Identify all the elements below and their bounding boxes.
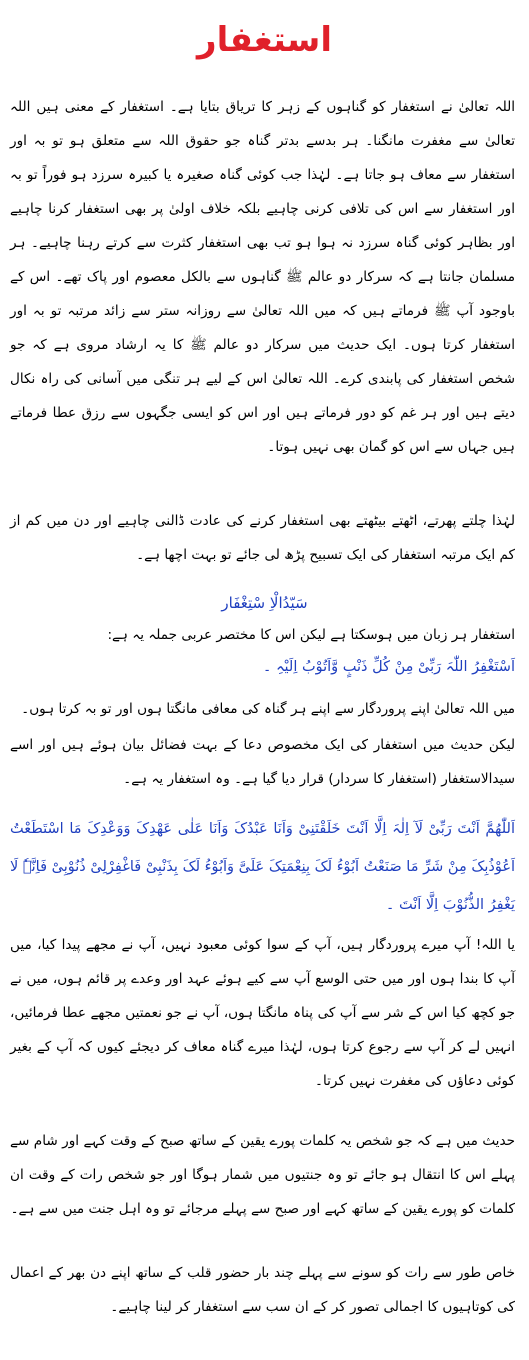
hadith-virtue-paragraph: حدیث میں ہے کہ جو شخص یہ کلمات پورے یقین کے ساتھ صبح کے وقت کہے اور شام سے پہلے اس کا انتقال ہو جائے تو وہ جنتیوں میں شمار ہوگا اور جو شخص رات کے وقت ان کلمات کو پورے یقین کے ساتھ کہے اور صبح سے پہلے مرجائے تو وہ اہل جنت میں سے ہے۔: [10, 1133, 515, 1217]
night-advice-paragraph: خاص طور سے رات کو سونے سے پہلے چند بار حضور قلب کے ساتھ اپنے دن بھر کے اعمال کی کوتاہیوں کا اجمالی تصور کر کے ان سب سے استغفار کر لینا چاہیے۔: [10, 1265, 515, 1315]
advice-paragraph: لہٰذا چلتے پھرتے، اٹھتے بیٹھتے بھی استغفار کرنے کی عادت ڈالنی چاہیے اور دن میں کم از کم ایک مرتبہ استغفار کی ایک تسبیح پڑھ لی جائے تو بہت اچھا ہے۔: [10, 513, 515, 563]
sayyid-ul-istighfar-arabic: اَللّٰھُمَّ اَنْتَ رَبِّیْ لَآ اِلٰہَ اِلَّا اَنْتَ خَلَقْتَنِیْ وَاَنَا عَبْدُکَ وَاَنَا عَلٰی عَھْدِکَ وَوَعْدِکَ مَا اسْتَطَعْتُ اَعُوْذُبِکَ مِنْ شَرِّ مَا صَنَعْتُ اَبُوْءُ لَکَ بِنِعْمَتِکَ عَلَیَّ وَاَبُوْءُ لَکَ بِذَنْبِیْ فَاغْفِرْلِیْ ذُنُوْبِیْ فَاِنَّہٗ لَا یَغْفِرُ الذُّنُوْبَ اِلَّا اَنْتَ ۔: [10, 821, 515, 913]
hadith-intro-paragraph: لیکن حدیث میں استغفار کی ایک مخصوص دعا کے بہت فضائل بیان ہوئے ہیں اور اسے سیدالاستغفار (استغفار کا سردار) قرار دیا گیا ہے۔ وہ استغفار یہ ہے۔: [10, 737, 515, 787]
section-heading: سَیّدُالْاِ سْتِغْفَار: [221, 594, 308, 612]
intro-line: استغفار ہر زبان میں ہوسکتا ہے لیکن اس کا مختصر عربی جملہ یہ ہے:: [107, 627, 515, 643]
short-dua-translation: میں اللہ تعالیٰ اپنے پروردگار سے اپنے ہر گناہ کی معافی مانگتا ہوں اور تو بہ کرتا ہوں۔: [21, 701, 515, 717]
page-title: استغفار: [197, 20, 332, 60]
arabic-short-dua: اَسْتَغْفِرُ اللّٰہَ رَبِّیْ مِنْ کُلِّ ذَنْبٍ وَّاَتُوْبُ اِلَیْہِ ۔: [262, 659, 515, 675]
intro-paragraph: اللہ تعالیٰ نے استغفار کو گناہوں کے زہر کا تریاق بتایا ہے۔ استغفار کے معنی ہیں اللہ تعالیٰ سے مغفرت مانگنا۔ ہر بدسے بدتر گناہ جو حقوق اللہ سے متعلق ہو تو بہ اور استغفار سے معاف ہو جاتا ہے۔ لہٰذا جب کوئی گناہ صغیرہ یا کبیرہ سرزد ہو فوراً تو بہ اور استغفار سے اس کی تلافی کرنی چاہیے بلکہ خلاف اولیٰ پر بھی استغفار کرنا چاہیے اور بظاہر کوئی گناہ سرزد نہ ہوا ہو تب بھی استغفار کثرت سے کرتے رہنا چاہیے۔ ہر مسلمان جانتا ہے کہ سرکار دو عالم ﷺ گناہوں سے بالکل معصوم اور پاک تھے۔ اس کے باوجود آپ ﷺ فرماتے ہیں کہ میں اللہ تعالیٰ سے روزانہ ستر سے زائد مرتبہ تو بہ اور استغفار کرتا ہوں۔ ایک حدیث میں سرکار دو عالم ﷺ کا یہ ارشاد مروی ہے کہ جو شخص استغفار کی پابندی کرے۔ اللہ تعالیٰ اس کے لیے ہر تنگی میں آسانی کی راہ نکال دیتے ہیں اور ہر غم کو دور فرماتے ہیں اور اس کو ایسی جگہوں سے رزق عطا فرماتے ہیں جہاں سے اس کو گمان بھی نہیں ہوتا۔: [10, 99, 515, 455]
dua-translation-paragraph: یا اللہ! آپ میرے پروردگار ہیں، آپ کے سوا کوئی معبود نہیں، آپ نے مجھے پیدا کیا، میں آپ کا بندا ہوں اور میں حتی الوسع آپ سے کیے ہوئے عہد اور وعدے پر قائم ہوں، میں نے جو کچھ کیا اس کے شر سے آپ کی پناہ مانگتا ہوں، آپ نے جو نعمتیں مجھے عطا فرمائیں، انہیں لے کر آپ سے رجوع کرتا ہوں، لہٰذا میرے گناہ معاف کر دیجئے کیوں کہ آپ کے بغیر کوئی دعاؤں کی مغفرت نہیں کرتا۔: [10, 937, 515, 1089]
